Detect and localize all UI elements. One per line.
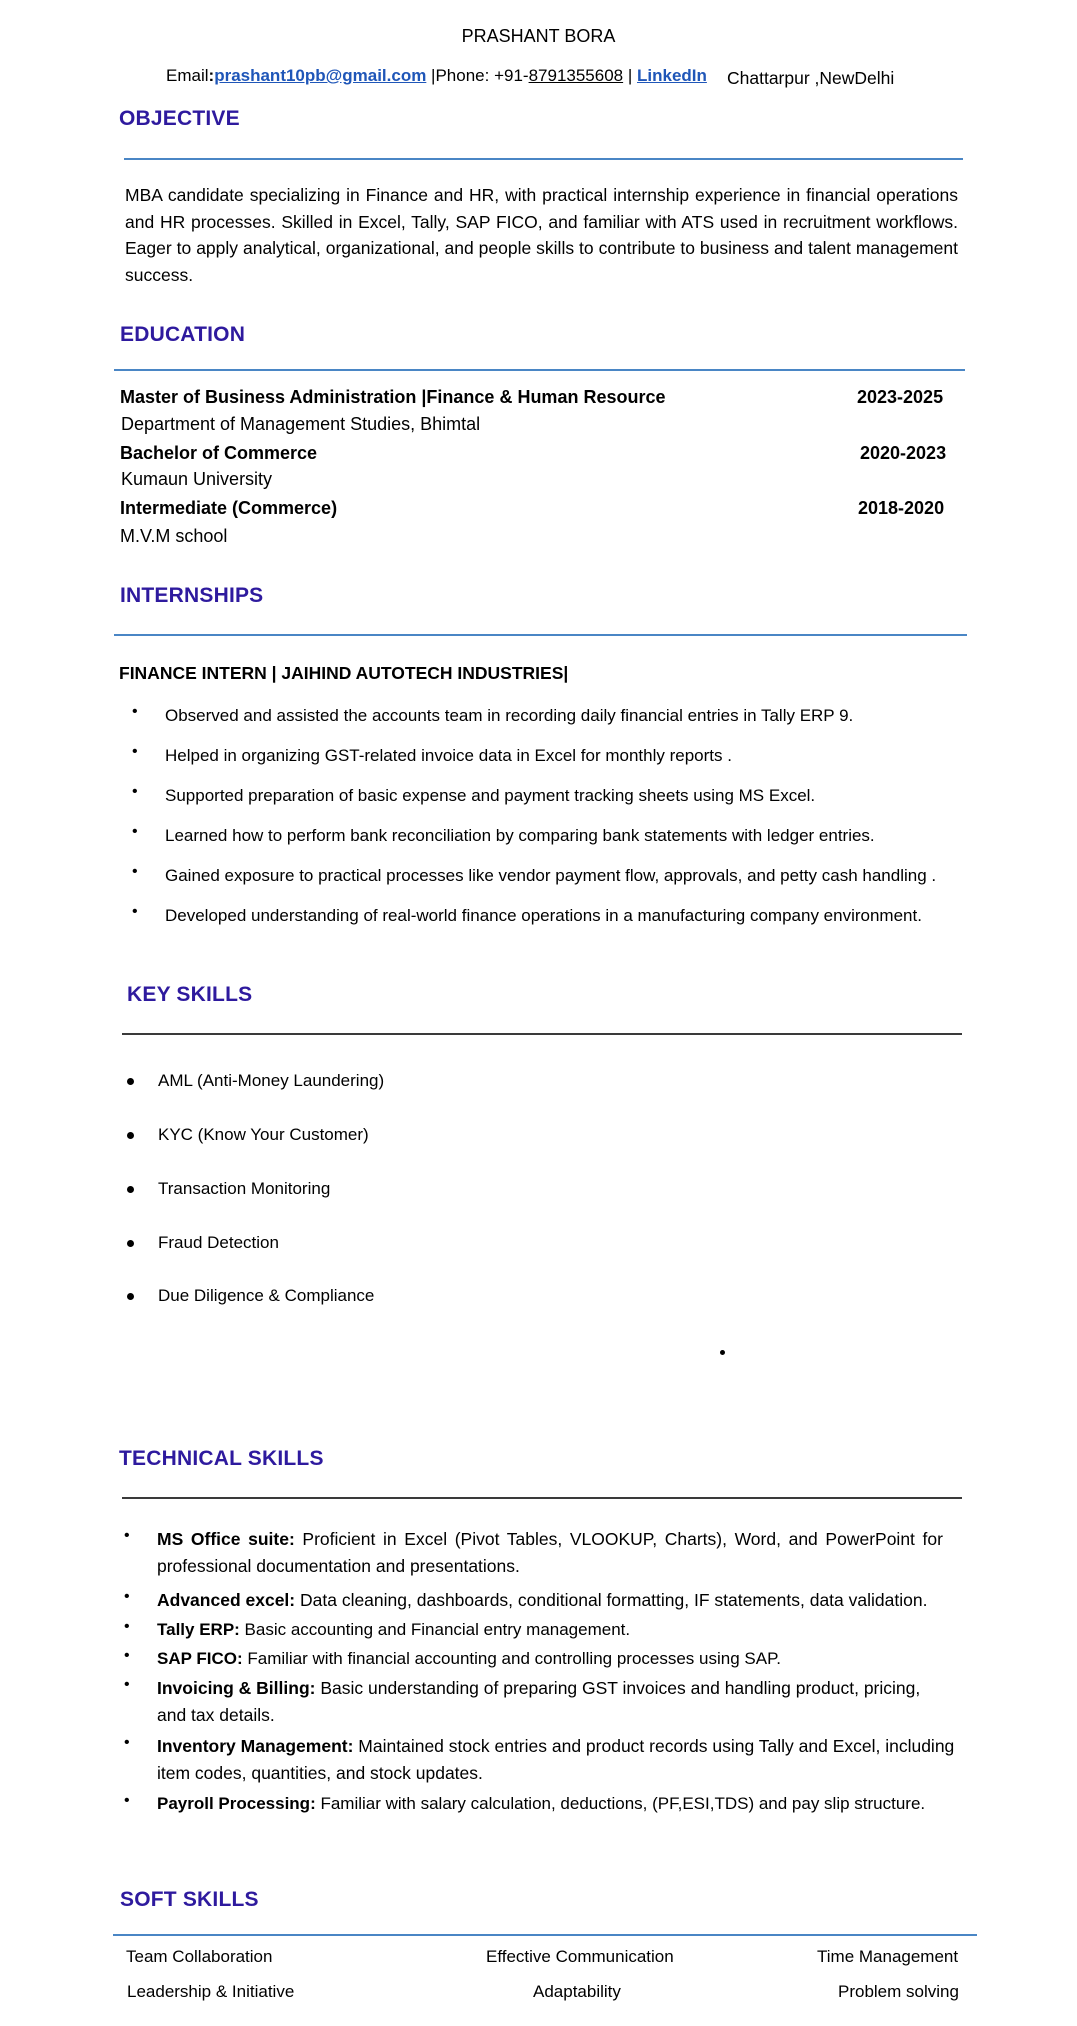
list-item: AML (Anti-Money Laundering) xyxy=(158,1071,385,1090)
linkedin-link[interactable]: LinkedIn xyxy=(637,66,707,85)
intern-role: FINANCE INTERN | JAIHIND AUTOTECH INDUSTRIES| xyxy=(119,663,569,683)
objective-text: MBA candidate specializing in Finance and HR, with practical internship experience in financial operations and HR processes. Skilled in Excel, Tally, SAP FICO, and familiar with ATS used in recruitment workflows. Eager to apply analytical, organizational, and people skills to contribute to business and talent management success. xyxy=(125,185,958,285)
soft-skill: Team Collaboration xyxy=(126,1947,273,1966)
bullet-icon: • xyxy=(124,1647,130,1664)
list-item: SAP FICO: Familiar with financial accounting and controlling processes using SAP. xyxy=(157,1649,781,1668)
list-item: Helped in organizing GST-related invoice data in Excel for monthly reports . xyxy=(165,746,732,765)
list-item: Due Diligence & Compliance xyxy=(158,1286,375,1305)
email-link[interactable]: prashant10pb@gmail.com xyxy=(214,66,427,85)
bullet-icon xyxy=(127,1186,134,1193)
location: Chattarpur ,NewDelhi xyxy=(727,68,895,88)
bullet-icon: • xyxy=(124,1734,130,1751)
edu-institute: Kumaun University xyxy=(121,469,273,489)
contact-line: Email:prashant10pb@gmail.com |Phone: +91-8791355608 | LinkedIn xyxy=(166,66,707,85)
bullet-icon: • xyxy=(124,1588,130,1605)
bullet-icon: • xyxy=(124,1618,130,1635)
bullet-icon: • xyxy=(124,1676,130,1693)
soft-skill: Problem solving xyxy=(838,1982,959,2001)
edu-degree: Bachelor of Commerce xyxy=(120,443,318,463)
edu-degree: Intermediate (Commerce) xyxy=(120,498,338,518)
bullet-icon xyxy=(127,1293,134,1300)
list-item: Advanced excel: Data cleaning, dashboards, conditional formatting, IF statements, data validation. xyxy=(157,1590,928,1610)
internships-heading: INTERNSHIPS xyxy=(120,584,264,607)
bullet-icon: • xyxy=(132,903,138,920)
objective-heading: OBJECTIVE xyxy=(119,107,240,130)
list-item: Tally ERP: Basic accounting and Financial entry management. xyxy=(157,1620,631,1639)
bullet-icon: • xyxy=(132,863,138,880)
list-item: Fraud Detection xyxy=(158,1233,279,1252)
list-item: Observed and assisted the accounts team in recording daily financial entries in Tally ERP 9. xyxy=(165,706,854,725)
soft-skill: Leadership & Initiative xyxy=(127,1982,295,2001)
bullet-icon: • xyxy=(132,703,138,720)
soft-skill: Adaptability xyxy=(533,1982,621,2001)
edu-degree: Master of Business Administration |Finance & Human Resource xyxy=(120,387,666,407)
list-item: Transaction Monitoring xyxy=(158,1179,331,1198)
bullet-icon: • xyxy=(132,783,138,800)
email-label: Email xyxy=(166,66,209,85)
soft-skill: Effective Communication xyxy=(486,1947,674,1966)
bullet-icon xyxy=(127,1078,134,1085)
list-item: Gained exposure to practical processes like vendor payment flow, approvals, and petty cash handling . xyxy=(165,866,937,885)
technical-skills-divider xyxy=(122,1497,962,1499)
edu-years: 2018-2020 xyxy=(858,498,945,518)
list-item: Payroll Processing: Familiar with salary calculation, deductions, (PF,ESI,TDS) and pay slip structure. xyxy=(157,1794,926,1813)
list-item: Learned how to perform bank reconciliation by comparing bank statements with ledger entries. xyxy=(165,826,875,845)
technical-skills-heading: TECHNICAL SKILLS xyxy=(119,1447,324,1470)
soft-skill: Time Management xyxy=(817,1947,959,1966)
candidate-name: PRASHANT BORA xyxy=(461,26,616,46)
list-item: Invoicing & Billing: Basic understanding of preparing GST invoices and handling product, pricing, and tax details. xyxy=(157,1678,921,1725)
phone-prefix: |Phone: +91- xyxy=(426,66,529,85)
key-skills-divider xyxy=(122,1033,962,1035)
list-item: Inventory Management: Maintained stock entries and product records using Tally and Excel, including item codes, quantities, and stock updates. xyxy=(157,1736,955,1783)
edu-institute: Department of Management Studies, Bhimtal xyxy=(121,414,481,434)
objective-divider xyxy=(124,158,963,160)
bullet-icon: • xyxy=(132,823,138,840)
internships-divider xyxy=(114,634,967,636)
key-skills-heading: KEY SKILLS xyxy=(127,983,253,1006)
edu-years: 2020-2023 xyxy=(860,443,947,463)
bullet-icon xyxy=(127,1240,134,1247)
list-item: Developed understanding of real-world finance operations in a manufacturing company environment. xyxy=(165,906,922,925)
edu-years: 2023-2025 xyxy=(857,387,944,407)
edu-institute: M.V.M school xyxy=(120,526,228,546)
soft-skills-heading: SOFT SKILLS xyxy=(120,1888,259,1911)
bullet-icon: • xyxy=(124,1792,130,1809)
education-divider xyxy=(114,369,965,371)
soft-skills-divider xyxy=(113,1934,977,1936)
list-item: MS Office suite: Proficient in Excel (Pivot Tables, VLOOKUP, Charts), Word, and PowerPoint for professional documentation and presentations. xyxy=(157,1529,943,1576)
stray-dot xyxy=(720,1350,725,1355)
list-item: KYC (Know Your Customer) xyxy=(158,1125,369,1144)
bullet-icon xyxy=(127,1132,134,1139)
bullet-icon: • xyxy=(124,1527,130,1544)
education-heading: EDUCATION xyxy=(120,323,246,346)
phone-number: 8791355608 xyxy=(528,66,624,85)
list-item: Supported preparation of basic expense and payment tracking sheets using MS Excel. xyxy=(165,786,816,805)
bullet-icon: • xyxy=(132,743,138,760)
